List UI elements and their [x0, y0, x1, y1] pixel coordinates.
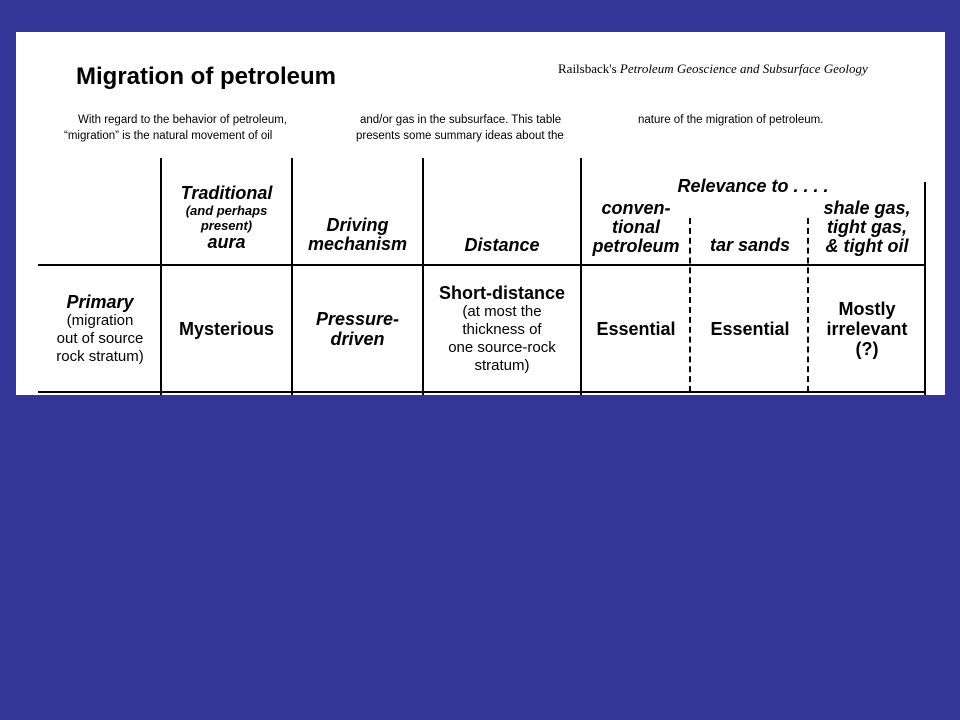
intro-line: “migration” is the natural movement of oil [64, 130, 273, 142]
row-driving-line: Pressure- [315, 309, 400, 329]
row-distance-detail: (at most the [462, 303, 542, 320]
row-shale-line: irrelevant [826, 319, 908, 339]
header-shale-line: & tight oil [825, 235, 909, 256]
row-tar-sands [692, 268, 808, 390]
row-driving [293, 268, 422, 390]
header-conventional-line: petroleum [592, 235, 680, 256]
row-shale-line: (?) [855, 339, 879, 359]
header-aura-tail: aura [207, 232, 246, 252]
column-divider [924, 182, 926, 395]
row-divider [38, 391, 926, 393]
row-type-main: Primary [66, 292, 134, 312]
intro-line: nature of the migration of petroleum. [638, 114, 824, 126]
header-shale-line: shale gas, [823, 197, 911, 218]
row-driving-line: driven [330, 329, 385, 349]
header-conventional-petroleum [582, 194, 690, 260]
header-tar-sands [692, 232, 808, 258]
row-distance-detail: stratum) [474, 357, 530, 374]
row-tar-sands-value: Essential [710, 319, 790, 339]
header-driving-line: mechanism [307, 234, 408, 254]
row-shale-line: Mostly [838, 299, 896, 319]
intro-text-column-2 [356, 112, 564, 144]
header-conventional-line: conven- [601, 197, 671, 218]
header-driving-line: Driving [326, 215, 389, 235]
row-conventional [582, 268, 690, 390]
slide-panel [16, 32, 945, 395]
row-type-detail: rock stratum) [56, 348, 144, 365]
header-driving-mechanism [293, 212, 422, 258]
attribution [558, 61, 868, 77]
row-type [40, 268, 160, 390]
intro-text-column-1 [64, 112, 287, 144]
intro-line: presents some summary ideas about the [356, 130, 564, 142]
row-type-detail: (migration [66, 312, 134, 329]
intro-line: With regard to the behavior of petroleum, [78, 114, 288, 126]
header-relevance-label: Relevance to . . . . [677, 175, 829, 196]
header-distance-label: Distance [464, 234, 540, 255]
row-distance-detail: one source-rock [448, 339, 556, 356]
attribution-work: Petroleum Geoscience and Subsurface Geology [619, 61, 868, 76]
header-shale [810, 194, 924, 260]
attribution-author: Railsback's [558, 61, 617, 76]
header-distance [424, 232, 580, 258]
row-conventional-value: Essential [596, 319, 676, 339]
row-aura-value: Mysterious [178, 319, 275, 339]
row-type-detail: out of source [56, 330, 144, 347]
intro-text-column-3 [638, 112, 823, 128]
header-shale-line: tight gas, [827, 216, 907, 237]
header-divider [38, 264, 926, 266]
intro-line: and/or gas in the subsurface. This table [360, 114, 562, 126]
header-tar-sands-label: tar sands [709, 234, 791, 255]
row-distance-main: Short-distance [438, 283, 566, 303]
row-distance [424, 268, 580, 390]
header-aura-note: present) [200, 218, 253, 233]
row-distance-detail: thickness of [462, 321, 542, 338]
row-aura [162, 268, 291, 390]
header-aura-main: Traditional [180, 183, 273, 203]
slide-title: Migration of petroleum [76, 63, 336, 90]
row-shale [810, 268, 924, 390]
header-aura [162, 178, 291, 258]
header-aura-note: (and perhaps [185, 203, 268, 218]
header-conventional-line: tional [612, 216, 660, 237]
